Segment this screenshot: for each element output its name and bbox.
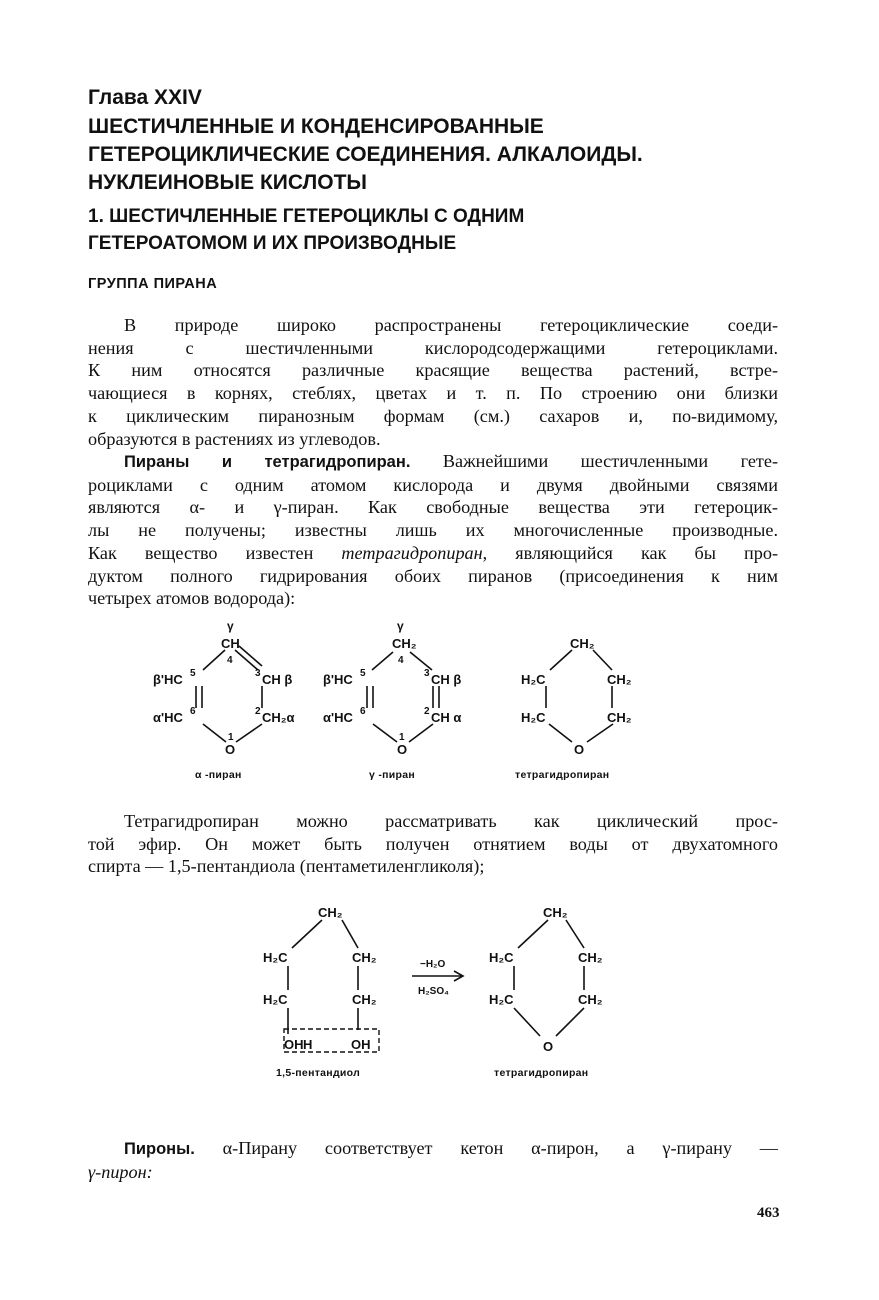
structure-caption: α -пиран [195, 769, 242, 781]
paragraph-tetrahydropyran [88, 810, 778, 878]
subsection-heading: ГРУППА ПИРАНА [88, 276, 218, 292]
ring-atom-label: CH₂ [578, 950, 603, 965]
ring-atom-label: CH β [431, 672, 462, 687]
chapter-heading: Глава XXIV [88, 86, 202, 109]
atom-number: 2 [424, 706, 430, 717]
section-heading-line: 1. ШЕСТИЧЛЕННЫЕ ГЕТЕРОЦИКЛЫ С ОДНИМ [88, 206, 525, 227]
page-number: 463 [757, 1205, 780, 1221]
ring-atom-label: H₂C [521, 710, 546, 725]
ring-atom-label: H₂C [489, 950, 514, 965]
chain-atom-label: H₂C [263, 992, 288, 1007]
text-fragment: , являющийся как бы про- [482, 542, 778, 563]
structure-caption: тетрагидропиран [515, 769, 610, 781]
chain-atom-label: CH₂ [352, 992, 377, 1007]
text-line [88, 1161, 778, 1184]
text-fragment: Как вещество известен [88, 542, 342, 563]
ring-atom-label: CH₂ [392, 636, 417, 651]
ring-atom-label: CH₂ [570, 636, 595, 651]
ring-atom-label: CH₂ [607, 710, 632, 725]
atom-number: 5 [360, 668, 366, 679]
atom-number: 4 [398, 655, 404, 666]
chapter-title-line: НУКЛЕИНОВЫЕ КИСЛОТЫ [88, 171, 367, 194]
italic-term: тетрагидропиран [341, 542, 483, 563]
ring-atom-label: H₂C [489, 992, 514, 1007]
ring-atom-label: CH [221, 636, 240, 651]
ring-atom-label: CH α [431, 710, 462, 725]
text-line [88, 1137, 778, 1161]
structure-caption: тетрагидропиран [494, 1067, 589, 1079]
run-in-heading: Пираны и тетрагидропиран. [124, 453, 411, 471]
text-line: В природе широко распространены гетероциклические соеди- [124, 315, 778, 335]
ring-atom-label: β'HC [323, 672, 353, 687]
text-line: Тетрагидропиран можно рассматривать как циклический прос- [124, 811, 778, 831]
text-line: спирта — 1,5-пентандиола (пентаметиленгликоля); [88, 856, 485, 877]
ring-atom-label: CH₂ [578, 992, 603, 1007]
text-line: дуктом полного гидрирования обоих пиранов (присоединения к ним [88, 565, 778, 586]
ring-atom-label: CH₂α [262, 710, 295, 725]
atom-number: 1 [228, 732, 234, 743]
atom-number: 1 [399, 732, 405, 743]
gamma-position-label: γ [397, 619, 404, 633]
catalyst-label: H₂SO₄ [418, 986, 449, 997]
text-line: К ним относятся различные красящие вещества растений, встре- [88, 360, 778, 381]
run-in-heading: Пироны. [124, 1140, 195, 1158]
chain-atom-label: CH₂ [318, 905, 343, 920]
text-line: образуются в растениях из углеводов. [88, 428, 381, 449]
chain-atom-label: CH₂ [352, 950, 377, 965]
text-line: четырех атомов водорода): [88, 588, 296, 609]
ring-oxygen: O [543, 1039, 554, 1054]
hydrogen-label: H [303, 1037, 313, 1052]
chain-atom-label: H₂C [263, 950, 288, 965]
hydroxyl-label: OH [284, 1037, 304, 1052]
chapter-title-line: ШЕСТИЧЛЕННЫЕ И КОНДЕНСИРОВАННЫЕ [88, 115, 544, 138]
ring-atom-label: α'HC [323, 710, 353, 725]
reagent-label: −H₂O [420, 959, 446, 970]
atom-number: 2 [255, 706, 261, 717]
ring-atom-label: CH β [262, 672, 293, 687]
text-fragment: α-Пирану соответствует кетон α-пирон, а γ-пирану — [194, 1138, 778, 1158]
ring-atom-label: CH₂ [543, 905, 568, 920]
ring-atom-label: β'HC [153, 672, 183, 687]
atom-number: 4 [227, 655, 233, 666]
ring-atom-label: α'HC [153, 710, 183, 725]
text-line: к циклическим пиранозным формам (см.) сахаров и, по-видимому, [88, 405, 778, 426]
italic-term: γ-пирон: [88, 1161, 153, 1182]
section-heading-line: ГЕТЕРОАТОМОМ И ИХ ПРОИЗВОДНЫЕ [88, 233, 457, 254]
text-line: лы не получены; известны лишь их многочисленные производные. [88, 520, 778, 541]
atom-number: 6 [360, 706, 366, 717]
ring-oxygen: O [397, 742, 408, 757]
text-line: являются α- и γ-пиран. Как свободные вещества эти гетероцик- [88, 497, 778, 518]
atom-number: 5 [190, 668, 196, 679]
paragraph-pyrones [88, 1137, 778, 1183]
chapter-title-line: ГЕТЕРОЦИКЛИЧЕСКИЕ СОЕДИНЕНИЯ. АЛКАЛОИДЫ. [88, 143, 643, 166]
atom-number: 3 [424, 668, 430, 679]
text-line: нения с шестичленными кислородсодержащими гетероциклами. [88, 337, 778, 358]
ring-atom-label: H₂C [521, 672, 546, 687]
ring-oxygen: O [225, 742, 236, 757]
text-fragment: Важнейшими шестичленными гете- [410, 451, 778, 471]
text-line: роциклами с одним атомом кислорода и двумя двойными связями [88, 474, 778, 495]
ring-oxygen: O [574, 742, 585, 757]
ring-atom-label: CH₂ [607, 672, 632, 687]
hydroxyl-label: OH [351, 1037, 371, 1052]
text-line: чающиеся в корнях, стеблях, цветах и т. п. По строению они близки [88, 383, 778, 404]
structure-caption: γ -пиран [369, 769, 416, 781]
gamma-position-label: γ [227, 619, 234, 633]
atom-number: 6 [190, 706, 196, 717]
text-line: той эфир. Он может быть получен отнятием воды от двухатомного [88, 833, 778, 854]
structure-caption: 1,5-пентандиол [276, 1067, 361, 1079]
atom-number: 3 [255, 668, 261, 679]
